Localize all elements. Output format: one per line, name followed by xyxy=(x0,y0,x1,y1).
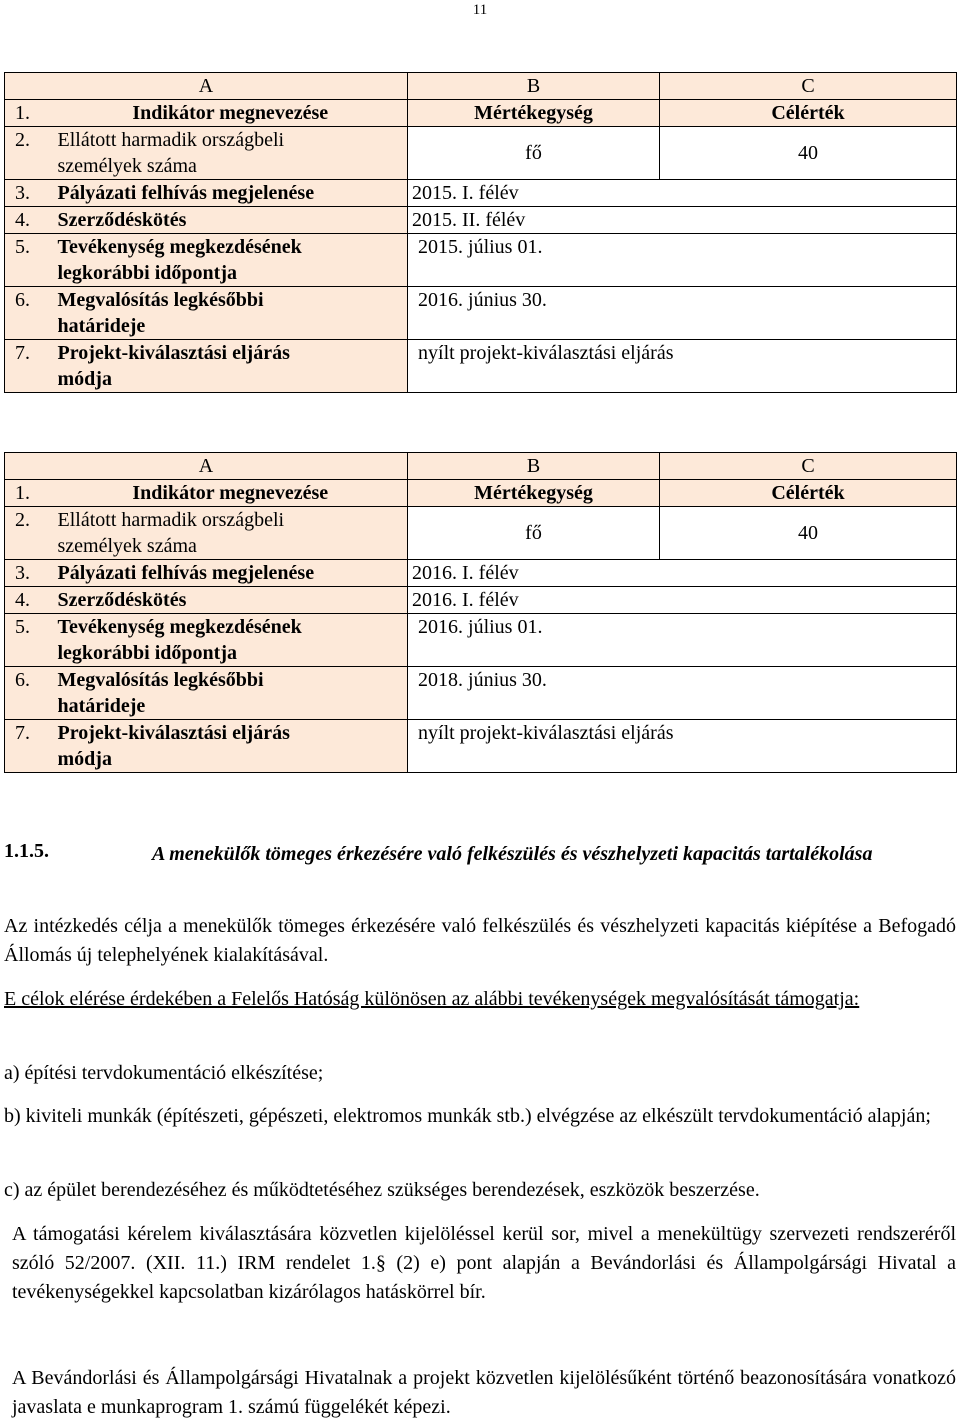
milestone-label xyxy=(54,234,408,287)
row-number: 6. xyxy=(5,287,54,340)
label-line: határideje xyxy=(57,315,146,337)
label-line: Megvalósítás legkésőbbi xyxy=(57,289,264,311)
milestone-value: 2016. június 30. xyxy=(408,287,957,340)
milestone-label: Szerződéskötés xyxy=(54,207,408,234)
label-line: személyek száma xyxy=(57,155,197,177)
indicator-table-1 xyxy=(4,72,957,393)
milestone-label xyxy=(54,720,408,773)
row-number: 1. xyxy=(5,100,54,127)
indicator-name xyxy=(54,507,408,560)
paragraph-selection: A támogatási kérelem kiválasztására közvetlen kijelöléssel kerül sor, mivel a menekültügy szervezeti rendszeréről szóló 52/2007. (XII. 11.) IRM rendelet 1.§ (2) e) pont alapján a Bevándorlási és Állampolgársági Hivatal a tevékenységekkel kapcsolatban kizárólagos hatáskörrel bír. xyxy=(12,1223,956,1303)
unit-value: fő xyxy=(408,127,660,180)
row-number: 7. xyxy=(5,720,54,773)
milestone-value: 2016. I. félév xyxy=(408,560,957,587)
column-header-c: C xyxy=(660,453,957,480)
milestone-label: Pályázati felhívás megjelenése xyxy=(54,560,408,587)
label-line: legkorábbi időpontja xyxy=(57,262,237,284)
label-line: Megvalósítás legkésőbbi xyxy=(57,669,264,691)
label-line: módja xyxy=(57,748,112,770)
indicator-table-2 xyxy=(4,452,957,773)
column-header-b: B xyxy=(408,453,660,480)
paragraph-objective: Az intézkedés célja a menekülők tömeges érkezésére való felkészülés és vészhelyzeti kapacitás kiépítése a Befogadó Állomás új telephelyének kialakításával. xyxy=(4,915,956,966)
section-title: A menekülők tömeges érkezésére való felkészülés és vészhelyzeti kapacitás tartalékolása xyxy=(152,843,873,865)
section-number: 1.1.5. xyxy=(4,840,49,862)
unit-value: fő xyxy=(408,507,660,560)
milestone-value: 2016. július 01. xyxy=(408,614,957,667)
milestone-label xyxy=(54,667,408,720)
column-header-b: B xyxy=(408,73,660,100)
target-value: 40 xyxy=(660,507,957,560)
unit-header: Mértékegység xyxy=(408,480,660,507)
label-line: Projekt-kiválasztási eljárás xyxy=(57,722,290,744)
label-line: Projekt-kiválasztási eljárás xyxy=(57,342,290,364)
row-number: 2. xyxy=(5,507,54,560)
row-number: 4. xyxy=(5,587,54,614)
label-line: határideje xyxy=(57,695,146,717)
label-line: módja xyxy=(57,368,112,390)
row-number: 4. xyxy=(5,207,54,234)
target-value: 40 xyxy=(660,127,957,180)
paragraph-proposal: A Bevándorlási és Állampolgársági Hivatalnak a projekt közvetlen kijelölésűként történő beazonosítására vonatkozó javaslata e munkaprogram 1. számú függelékét képezi. xyxy=(12,1367,956,1418)
column-header-a: A xyxy=(5,73,408,100)
section-heading xyxy=(4,840,956,900)
row-number: 6. xyxy=(5,667,54,720)
list-item-a: a) építési tervdokumentáció elkészítése; xyxy=(4,1062,324,1084)
label-line: személyek száma xyxy=(57,535,197,557)
milestone-value: 2016. I. félév xyxy=(408,587,957,614)
paragraph-supported-activities-intro: E célok elérése érdekében a Felelős Hatóság különösen az alábbi tevékenységek megvalósítását támogatja: xyxy=(4,988,860,1010)
milestone-value: 2015. július 01. xyxy=(408,234,957,287)
target-header: Célérték xyxy=(660,100,957,127)
milestone-value: 2015. II. félév xyxy=(408,207,957,234)
page-number: 11 xyxy=(472,2,488,18)
milestone-label xyxy=(54,340,408,393)
row-number: 1. xyxy=(5,480,54,507)
row-number: 3. xyxy=(5,560,54,587)
milestone-value: 2018. június 30. xyxy=(408,667,957,720)
milestone-label xyxy=(54,614,408,667)
row-number: 3. xyxy=(5,180,54,207)
milestone-value: 2015. I. félév xyxy=(408,180,957,207)
column-header-a: A xyxy=(5,453,408,480)
label-line: Tevékenység megkezdésének xyxy=(57,616,302,638)
row-number: 5. xyxy=(5,234,54,287)
indicator-name-header: Indikátor megnevezése xyxy=(54,480,408,507)
target-header: Célérték xyxy=(660,480,957,507)
milestone-label: Szerződéskötés xyxy=(54,587,408,614)
row-number: 2. xyxy=(5,127,54,180)
milestone-label: Pályázati felhívás megjelenése xyxy=(54,180,408,207)
row-number: 5. xyxy=(5,614,54,667)
list-item-c: c) az épület berendezéséhez és működtetéséhez szükséges berendezések, eszközök beszerzése. xyxy=(4,1179,760,1201)
column-header-c: C xyxy=(660,73,957,100)
milestone-label xyxy=(54,287,408,340)
list-item-b: b) kiviteli munkák (építészeti, gépészeti, elektromos munkák stb.) elvégzése az elkészült tervdokumentáció alapján; xyxy=(4,1105,931,1127)
indicator-name-header: Indikátor megnevezése xyxy=(54,100,408,127)
row-number: 7. xyxy=(5,340,54,393)
indicator-name xyxy=(54,127,408,180)
unit-header: Mértékegység xyxy=(408,100,660,127)
label-line: Ellátott harmadik országbeli xyxy=(57,129,285,151)
milestone-value: nyílt projekt-kiválasztási eljárás xyxy=(408,340,957,393)
label-line: Tevékenység megkezdésének xyxy=(57,236,302,258)
label-line: Ellátott harmadik országbeli xyxy=(57,509,285,531)
label-line: legkorábbi időpontja xyxy=(57,642,237,664)
milestone-value: nyílt projekt-kiválasztási eljárás xyxy=(408,720,957,773)
